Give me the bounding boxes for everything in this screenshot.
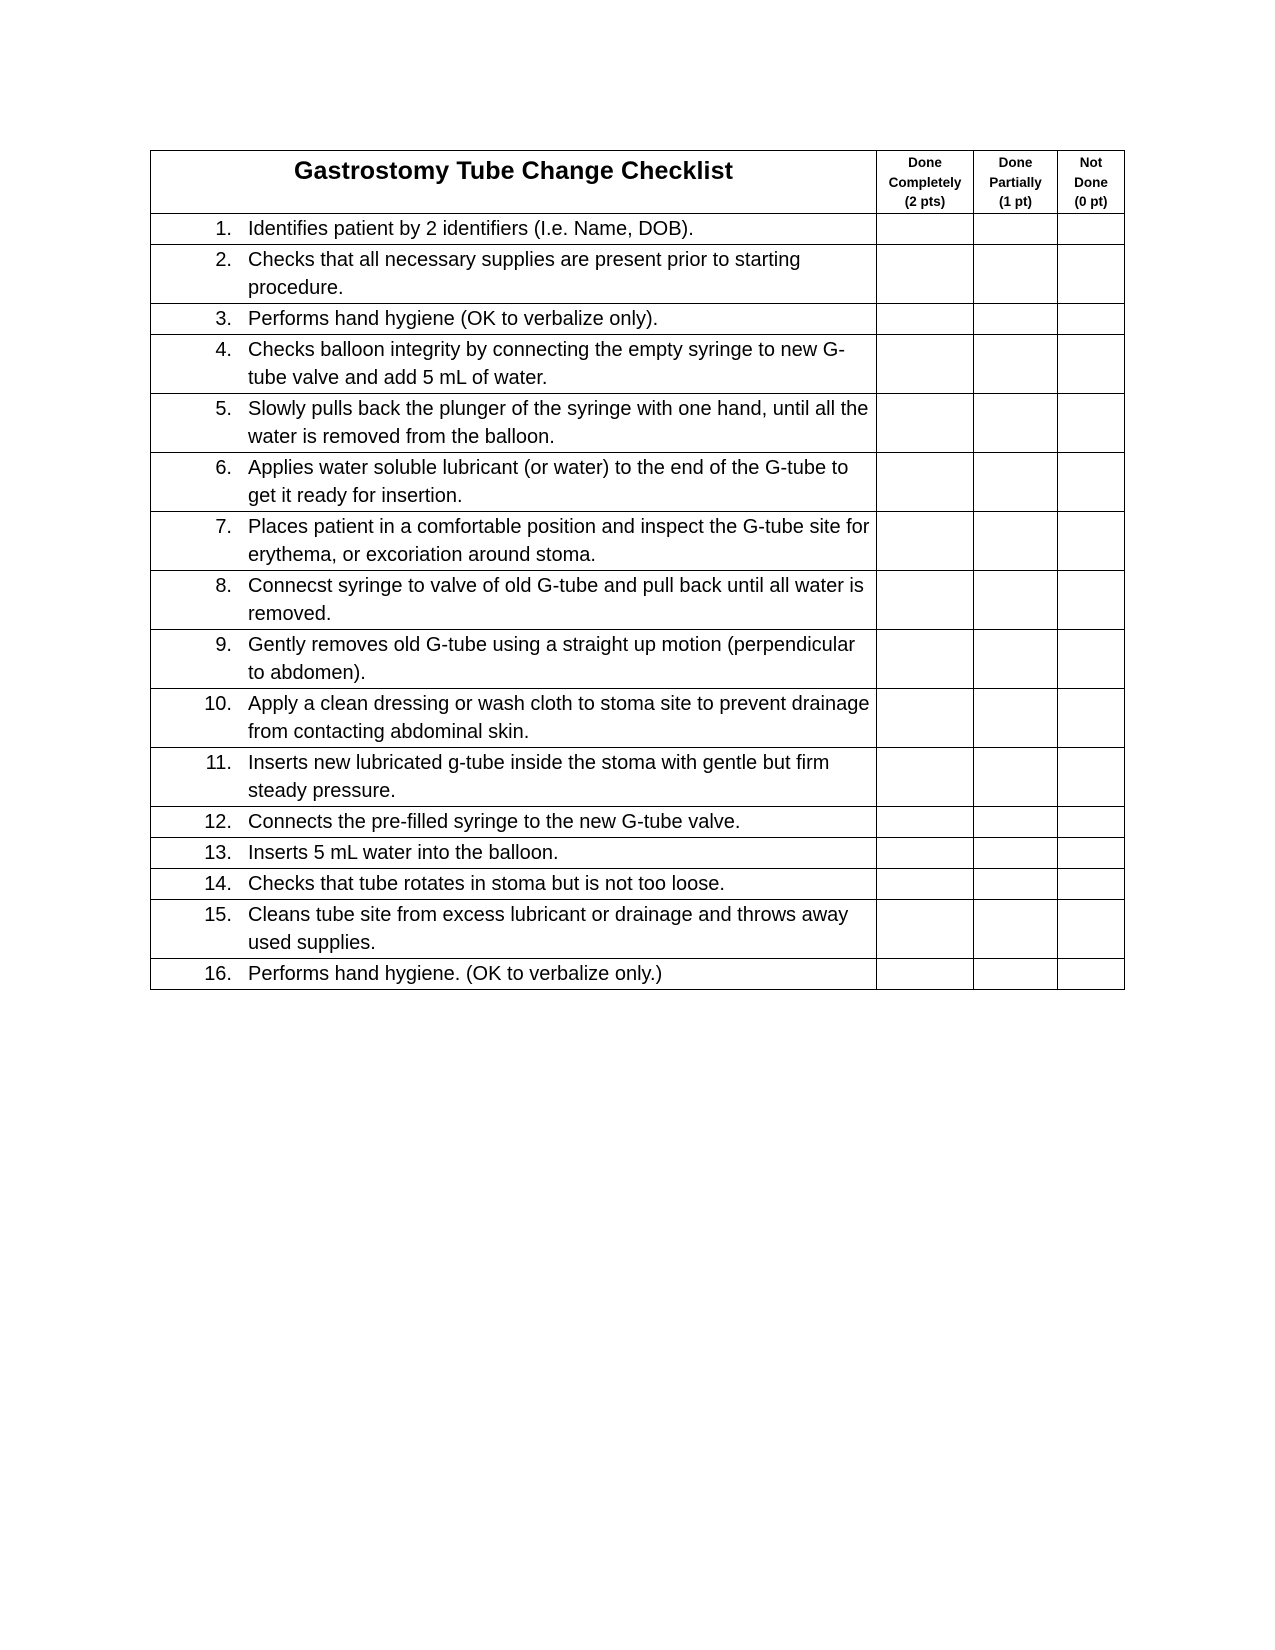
column-header-line: Not — [1079, 155, 1103, 170]
task-cell — [151, 900, 877, 959]
column-header-line: Done — [998, 155, 1033, 170]
task-cell — [151, 453, 877, 512]
task-text: Performs hand hygiene (OK to verbalize only). — [248, 308, 659, 330]
not-done-box[interactable] — [1058, 304, 1125, 335]
not-done-box[interactable] — [1058, 453, 1125, 512]
column-header-line: Done — [1074, 174, 1108, 190]
task-number: 15. — [204, 904, 232, 926]
checklist-row — [151, 304, 1125, 335]
done-partially-box[interactable] — [974, 394, 1058, 453]
checklist-row — [151, 214, 1125, 245]
not-done-box[interactable] — [1058, 512, 1125, 571]
done-partially-box[interactable] — [974, 689, 1058, 748]
done-completely-box[interactable] — [877, 394, 974, 453]
done-partially-box[interactable] — [974, 512, 1058, 571]
checklist-row — [151, 630, 1125, 689]
column-header-line: (1 pt) — [999, 194, 1032, 209]
task-number: 1. — [215, 218, 232, 240]
checklist-row — [151, 245, 1125, 304]
column-header-line: (2 pts) — [904, 194, 946, 209]
done-completely-box[interactable] — [877, 335, 974, 394]
task-cell — [151, 394, 877, 453]
done-completely-box[interactable] — [877, 689, 974, 748]
task-number: 2. — [215, 249, 232, 271]
task-cell — [151, 304, 877, 335]
task-item — [151, 839, 870, 867]
task-number: 4. — [215, 339, 232, 361]
column-header-not-done — [1058, 151, 1125, 214]
task-item — [151, 336, 870, 392]
column-header-line: Done — [908, 155, 942, 170]
checklist-row — [151, 959, 1125, 990]
done-partially-box[interactable] — [974, 304, 1058, 335]
task-number: 6. — [215, 457, 232, 479]
task-item — [151, 631, 870, 687]
task-cell — [151, 630, 877, 689]
checklist-row — [151, 838, 1125, 869]
task-number: 10. — [204, 693, 232, 715]
task-number: 7. — [215, 516, 232, 538]
task-text: Checks that tube rotates in stoma but is not too loose. — [248, 873, 725, 895]
not-done-box[interactable] — [1058, 245, 1125, 304]
not-done-box[interactable] — [1058, 900, 1125, 959]
task-cell — [151, 512, 877, 571]
task-number: 16. — [204, 963, 232, 985]
done-completely-box[interactable] — [877, 959, 974, 990]
task-text: Connects the pre-filled syringe to the new G-tube valve. — [248, 811, 741, 833]
checklist-row — [151, 807, 1125, 838]
task-number: 12. — [204, 811, 232, 833]
task-item — [151, 870, 870, 898]
task-text: Gently removes old G-tube using a straight up motion (perpendicular to abdomen). — [248, 634, 855, 684]
task-number: 11. — [205, 752, 232, 774]
not-done-box[interactable] — [1058, 869, 1125, 900]
task-text: Inserts new lubricated g-tube inside the stoma with gentle but firm steady pressure. — [248, 752, 830, 802]
checklist-row — [151, 335, 1125, 394]
title-cell — [151, 151, 877, 214]
task-item — [151, 808, 870, 836]
task-item — [151, 749, 870, 805]
done-partially-box[interactable] — [974, 959, 1058, 990]
not-done-box[interactable] — [1058, 630, 1125, 689]
done-partially-box[interactable] — [974, 807, 1058, 838]
task-item — [151, 572, 870, 628]
done-partially-box[interactable] — [974, 838, 1058, 869]
done-completely-box[interactable] — [877, 630, 974, 689]
done-partially-box[interactable] — [974, 869, 1058, 900]
task-text: Connecst syringe to valve of old G-tube and pull back until all water is removed. — [248, 575, 864, 625]
task-text: Apply a clean dressing or wash cloth to stoma site to prevent drainage from contacting abdominal skin. — [248, 693, 870, 743]
checklist-row — [151, 453, 1125, 512]
checklist-row — [151, 571, 1125, 630]
column-header-line: (0 pt) — [1074, 194, 1108, 209]
done-completely-box[interactable] — [877, 900, 974, 959]
not-done-box[interactable] — [1058, 838, 1125, 869]
done-completely-box[interactable] — [877, 838, 974, 869]
task-cell — [151, 838, 877, 869]
task-text: Applies water soluble lubricant (or water) to the end of the G-tube to get it ready for insertion. — [248, 457, 849, 507]
task-text: Performs hand hygiene. (OK to verbalize only.) — [248, 963, 663, 985]
task-text: Slowly pulls back the plunger of the syringe with one hand, until all the water is removed from the balloon. — [248, 398, 869, 448]
done-partially-box[interactable] — [974, 900, 1058, 959]
task-number: 9. — [215, 634, 232, 656]
task-cell — [151, 571, 877, 630]
task-text: Places patient in a comfortable position and inspect the G-tube site for erythema, or excoriation around stoma. — [248, 516, 870, 566]
done-completely-box[interactable] — [877, 304, 974, 335]
task-item — [151, 215, 870, 243]
not-done-box[interactable] — [1058, 571, 1125, 630]
task-text: Checks that all necessary supplies are present prior to starting procedure. — [248, 249, 801, 299]
column-header-done-completely — [877, 151, 974, 214]
task-cell — [151, 245, 877, 304]
checklist-row — [151, 869, 1125, 900]
not-done-box[interactable] — [1058, 807, 1125, 838]
checklist-row — [151, 512, 1125, 571]
done-completely-box[interactable] — [877, 245, 974, 304]
task-text: Cleans tube site from excess lubricant or drainage and throws away used supplies. — [248, 904, 849, 954]
task-item — [151, 246, 870, 302]
done-partially-box[interactable] — [974, 571, 1058, 630]
task-item — [151, 690, 870, 746]
column-header-line: Partially — [989, 174, 1042, 190]
checklist-row — [151, 689, 1125, 748]
task-item — [151, 513, 870, 569]
done-completely-box[interactable] — [877, 869, 974, 900]
not-done-box[interactable] — [1058, 748, 1125, 807]
task-item — [151, 960, 870, 988]
not-done-box[interactable] — [1058, 959, 1125, 990]
task-number: 5. — [215, 398, 232, 420]
task-cell — [151, 807, 877, 838]
task-item — [151, 395, 870, 451]
done-completely-box[interactable] — [877, 512, 974, 571]
done-completely-box[interactable] — [877, 453, 974, 512]
done-partially-box[interactable] — [974, 453, 1058, 512]
task-item — [151, 454, 870, 510]
task-number: 13. — [204, 842, 232, 864]
not-done-box[interactable] — [1058, 214, 1125, 245]
column-header-done-partially — [974, 151, 1058, 214]
task-cell — [151, 869, 877, 900]
done-completely-box[interactable] — [877, 214, 974, 245]
task-number: 8. — [215, 575, 232, 597]
done-completely-box[interactable] — [877, 748, 974, 807]
task-number: 14. — [204, 873, 232, 895]
done-completely-box[interactable] — [877, 571, 974, 630]
task-text: Checks balloon integrity by connecting the empty syringe to new G-tube valve and add 5 mL of water. — [248, 339, 845, 389]
not-done-box[interactable] — [1058, 335, 1125, 394]
task-item — [151, 901, 870, 957]
not-done-box[interactable] — [1058, 689, 1125, 748]
task-cell — [151, 335, 877, 394]
task-text: Identifies patient by 2 identifiers (I.e. Name, DOB). — [248, 218, 694, 240]
page-title: Gastrostomy Tube Change Checklist — [293, 157, 734, 185]
header-row — [151, 151, 1125, 214]
checklist-row — [151, 748, 1125, 807]
column-header-line: Completely — [888, 174, 962, 190]
done-partially-box[interactable] — [974, 245, 1058, 304]
checklist-row — [151, 394, 1125, 453]
done-partially-box[interactable] — [974, 748, 1058, 807]
task-cell — [151, 748, 877, 807]
task-cell — [151, 959, 877, 990]
task-number: 3. — [215, 308, 232, 330]
checklist-table — [150, 150, 1125, 990]
task-text: Inserts 5 mL water into the balloon. — [248, 842, 559, 864]
not-done-box[interactable] — [1058, 394, 1125, 453]
task-cell — [151, 689, 877, 748]
done-completely-box[interactable] — [877, 807, 974, 838]
done-partially-box[interactable] — [974, 214, 1058, 245]
done-partially-box[interactable] — [974, 630, 1058, 689]
checklist-row — [151, 900, 1125, 959]
done-partially-box[interactable] — [974, 335, 1058, 394]
task-cell — [151, 214, 877, 245]
task-item — [151, 305, 870, 333]
